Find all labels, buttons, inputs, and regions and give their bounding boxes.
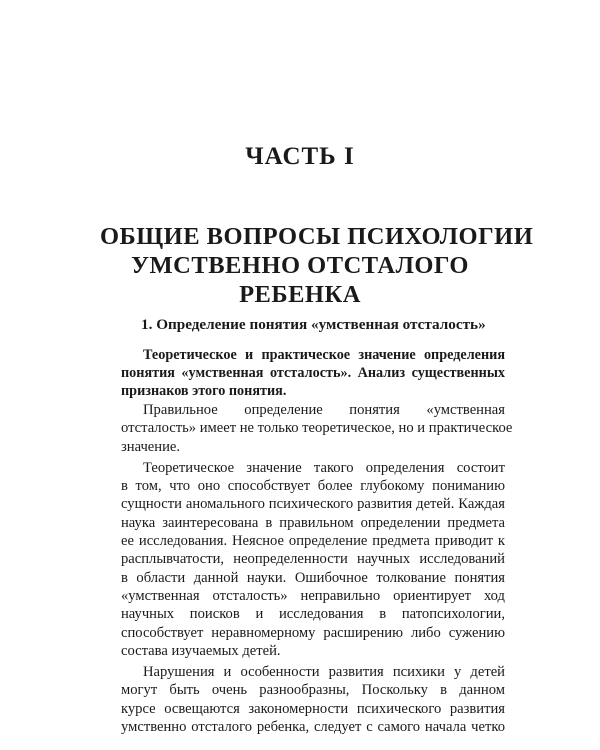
text-line: курсе освещаются закономерности психического развития <box>121 700 505 717</box>
chapter-title-line: ОБЩИЕ ВОПРОСЫ ПСИХОЛОГИИ <box>100 223 534 250</box>
summary-line: Теоретическое и практическое значение определения <box>143 347 505 363</box>
paragraph <box>121 401 513 456</box>
chapter-title-line: РЕБЕНКА <box>239 281 361 308</box>
text-line: сущности аномального психического развития детей. Каждая <box>121 496 505 513</box>
summary-line: признаков этого понятия. <box>121 383 287 399</box>
chapter-title <box>100 222 534 309</box>
section-summary <box>121 346 505 400</box>
text-line: значение. <box>121 438 181 455</box>
text-line: способствует неравномерному расширению либо сужению <box>121 624 505 641</box>
body-text <box>121 401 513 739</box>
text-line: Нарушения и особенности развития психики у детей <box>143 664 505 681</box>
text-line: ее исследования. Неясное определение предмета приводит к <box>121 533 505 550</box>
text-line: Правильное определение понятия «умственная <box>143 402 505 418</box>
text-line: могут быть очень разнообразны, Поскольку в данном <box>121 682 505 699</box>
text-line: Теоретическое значение такого определения состоит <box>143 459 505 476</box>
text-line: научных поисков и исследования в патопсихологии, <box>121 606 505 623</box>
summary-line: понятия «умственная отсталость». Анализ существенных <box>121 365 505 381</box>
paragraph <box>121 663 505 736</box>
text-line: отсталость» имеет не только теоретическое, но и практическое <box>121 420 513 437</box>
text-line: умственно отсталого ребенка, следует с самого начала четко <box>121 719 505 736</box>
chapter-title-line: УМСТВЕННО ОТСТАЛОГО <box>131 252 469 279</box>
text-line: состава изучаемых детей. <box>121 642 281 659</box>
text-line: расплывчатости, неопределенности научных исследований <box>121 551 505 568</box>
text-line: в области данной науки. Ошибочное толкование понятия <box>121 569 505 586</box>
part-title: ЧАСТЬ I <box>245 143 355 170</box>
text-line: «умственная отсталость» неправильно ориентирует ход <box>121 587 505 604</box>
text-line: в том, что оно способствует более глубокому пониманию <box>121 478 505 495</box>
text-line: наука заинтересована в правильном определении предмета <box>121 514 505 531</box>
section-heading: 1. Определение понятия «умственная отсталость» <box>141 316 486 333</box>
paragraph <box>121 459 505 660</box>
